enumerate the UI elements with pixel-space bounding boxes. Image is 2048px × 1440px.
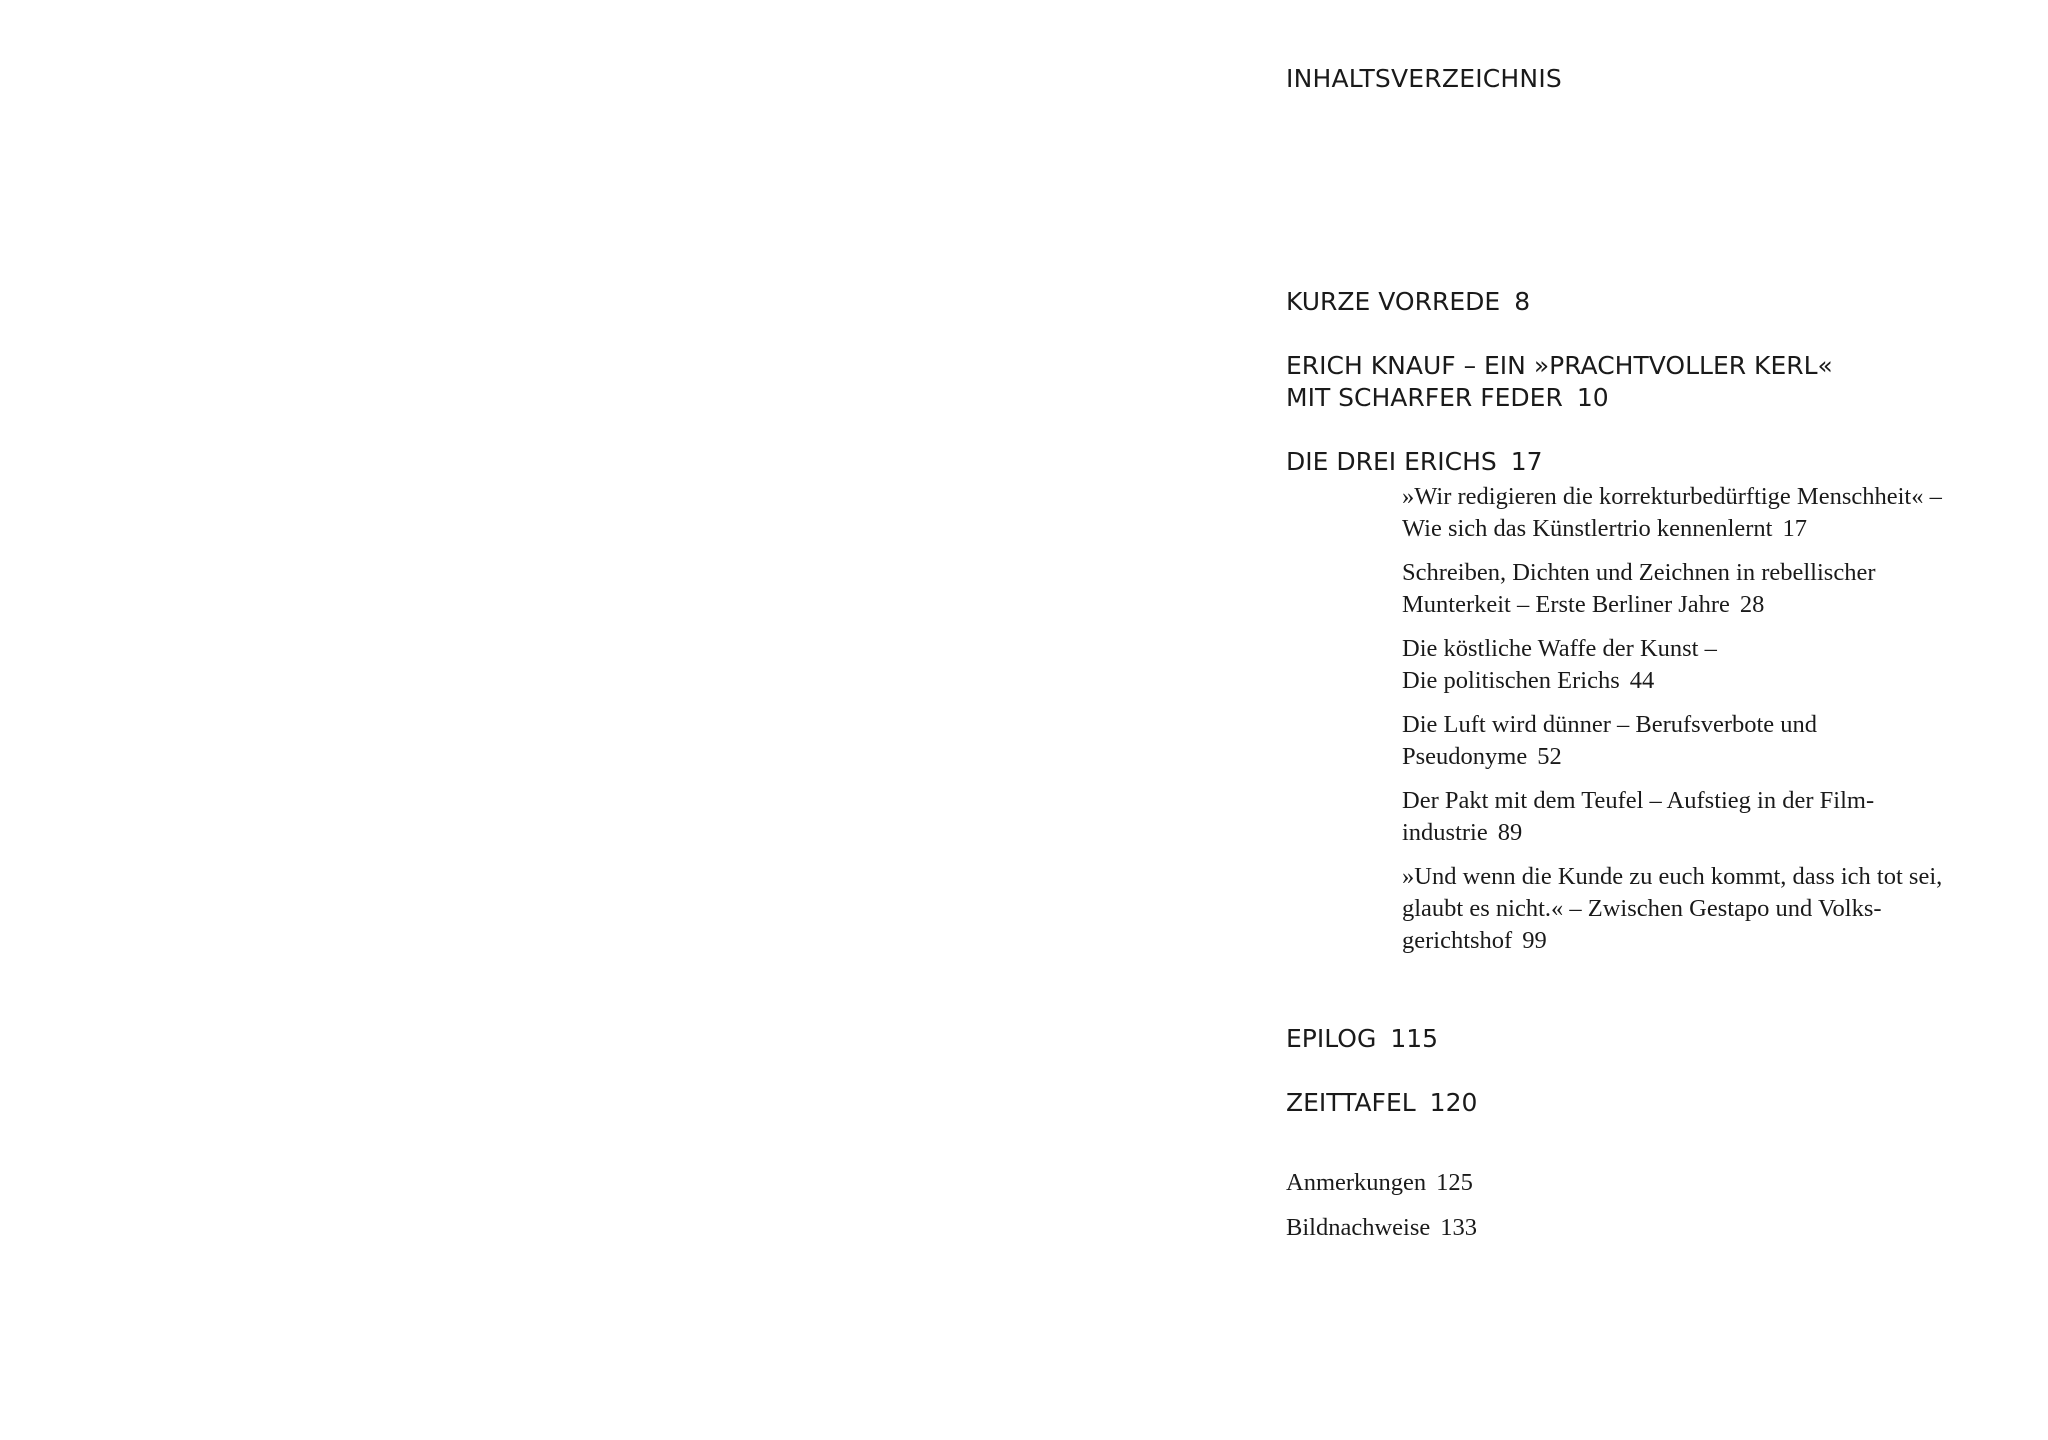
entry-page-number: 120 <box>1429 1088 1478 1117</box>
sub-entry-line: »Wir redigieren die korrekturbedürftige Menschheit« – <box>1402 483 1942 510</box>
sub-entry-line: Der Pakt mit dem Teufel – Aufstieg in der Film- <box>1402 787 1875 814</box>
entry-title: DIE DREI ERICHS <box>1286 447 1497 476</box>
entry-title: Anmerkungen <box>1286 1169 1427 1196</box>
entry-page-number: 10 <box>1576 383 1609 412</box>
sub-entry-page-number: 99 <box>1522 927 1547 954</box>
sub-entry[interactable] <box>1402 557 2022 621</box>
sub-entry-page-number: 52 <box>1537 743 1562 770</box>
sub-entry-page-number: 28 <box>1739 591 1765 618</box>
sub-entry-line: Die Luft wird dünner – Berufsverbote und <box>1402 711 1818 738</box>
entry-title: ZEITTAFEL <box>1286 1088 1416 1117</box>
entry-title-line-1: ERICH KNAUF – EIN »PRACHTVOLLER KERL« <box>1286 351 1833 380</box>
sub-entry-line: Die politischen Erichs <box>1402 667 1620 694</box>
sub-entry-list <box>1402 481 2022 969</box>
entry-page-number: 133 <box>1440 1214 1477 1241</box>
sub-entry[interactable] <box>1402 861 2022 957</box>
sub-entry-page-number: 89 <box>1497 819 1523 846</box>
sub-entry-line: glaubt es nicht.« – Zwischen Gestapo und Volks- <box>1402 895 1882 922</box>
toc-entry-anmerkungen[interactable] <box>1286 1167 1473 1199</box>
sub-entry[interactable] <box>1402 785 2022 849</box>
entry-page-number: 17 <box>1510 447 1543 476</box>
entry-title: KURZE VORREDE <box>1286 287 1501 316</box>
sub-entry[interactable] <box>1402 633 2022 697</box>
toc-entry-bildnachweise[interactable] <box>1286 1212 1477 1244</box>
entry-title: Bildnachweise <box>1286 1214 1431 1241</box>
toc-entry-vorrede[interactable] <box>1286 286 1530 318</box>
sub-entry[interactable] <box>1402 709 2022 773</box>
sub-entry-line: Pseudonyme <box>1402 743 1528 770</box>
sub-entry[interactable] <box>1402 481 2022 545</box>
toc-entry-erichs[interactable] <box>1286 446 1543 478</box>
entry-page-number: 8 <box>1514 287 1531 316</box>
toc-entry-zeittafel[interactable] <box>1286 1087 1477 1119</box>
sub-entry-page-number: 17 <box>1782 515 1807 542</box>
sub-entry-line: »Und wenn die Kunde zu euch kommt, dass ich tot sei, <box>1402 863 1943 890</box>
sub-entry-line: industrie <box>1402 819 1488 846</box>
entry-page-number: 125 <box>1436 1169 1473 1196</box>
toc-entry-epilog[interactable] <box>1286 1023 1438 1055</box>
sub-entry-line: Schreiben, Dichten und Zeichnen in rebellischer <box>1402 559 1876 586</box>
toc-heading: INHALTSVERZEICHNIS <box>1286 64 1562 93</box>
sub-entry-page-number: 44 <box>1629 667 1655 694</box>
entry-page-number: 115 <box>1390 1024 1439 1053</box>
toc-entry-knauf[interactable] <box>1286 350 1833 414</box>
sub-entry-line: Wie sich das Künstlertrio kennenlernt <box>1402 515 1773 542</box>
sub-entry-line: Munterkeit – Erste Berliner Jahre <box>1402 591 1730 618</box>
sub-entry-line: gerichtshof <box>1402 927 1513 954</box>
entry-title-line-2: MIT SCHARFER FEDER <box>1286 383 1563 412</box>
right-page-toc <box>1024 0 2048 1440</box>
entry-title: EPILOG <box>1286 1024 1377 1053</box>
sub-entry-line: Die köstliche Waffe der Kunst – <box>1402 635 1717 662</box>
